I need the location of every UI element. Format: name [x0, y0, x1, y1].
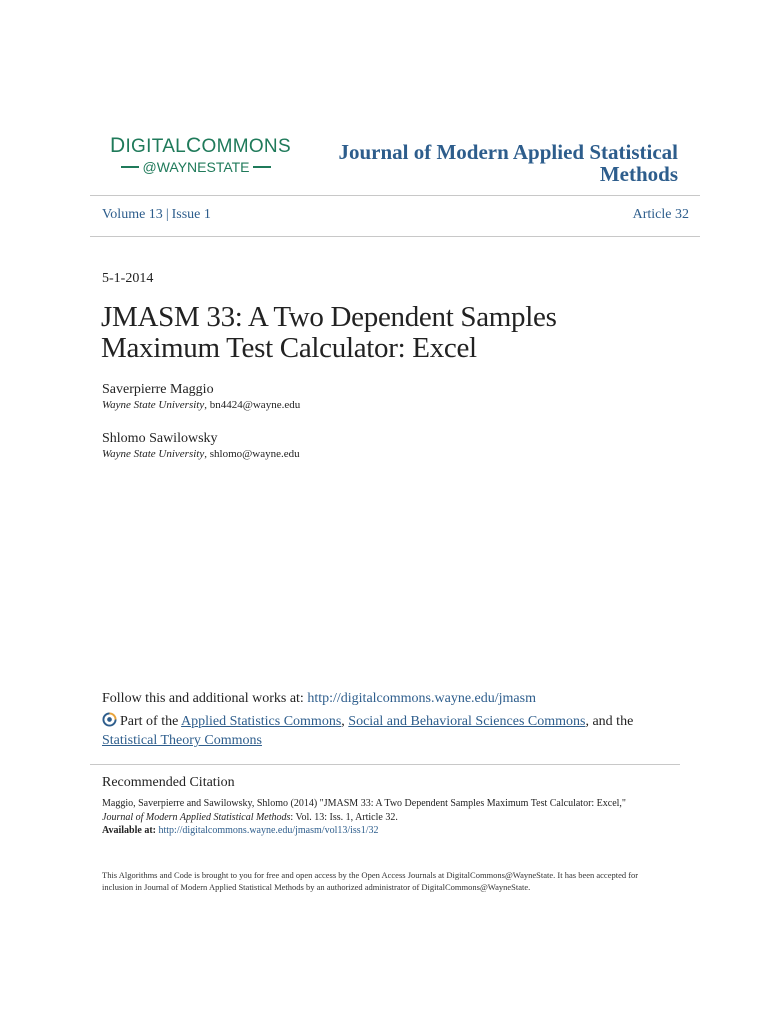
article-title: JMASM 33: A Two Dependent Samples Maximum Test Calculator: Excel [101, 301, 557, 364]
social-behavioral-sciences-commons-link[interactable]: Social and Behavioral Sciences Commons [348, 714, 586, 729]
divider-top [90, 195, 700, 196]
author-affiliation: Wayne State University, bn4424@wayne.edu [102, 399, 301, 411]
volume-issue: Volume 13 | Issue 1 [102, 207, 211, 222]
author-block-2 [102, 430, 300, 461]
logo-dash-right [253, 166, 271, 168]
commons-network-icon [102, 712, 117, 727]
divider-citation [90, 764, 680, 765]
author-name: Shlomo Sawilowsky [102, 431, 218, 446]
volume-link[interactable]: Volume 13 [102, 207, 163, 222]
follow-line: Follow this and additional works at: http://digitalcommons.wayne.edu/jmasm [102, 691, 536, 706]
follow-link[interactable]: http://digitalcommons.wayne.edu/jmasm [307, 691, 536, 706]
issue-link[interactable]: Issue 1 [171, 207, 211, 222]
part-of-line: Part of the Applied Statistics Commons, Social and Behavioral Sciences Commons, and the Statistical Theory Commons [102, 714, 634, 748]
statistical-theory-commons-link[interactable]: Statistical Theory Commons [102, 733, 262, 748]
author-name: Saverpierre Maggio [102, 382, 214, 397]
journal-title-link[interactable]: Journal of Modern Applied Statistical Methods [338, 140, 678, 186]
logo-dash-left [121, 166, 139, 168]
recommended-citation-heading: Recommended Citation [102, 775, 235, 790]
author-block-1 [102, 381, 300, 412]
article-link[interactable]: Article 32 [632, 207, 689, 222]
divider-bottom [90, 236, 700, 237]
digitalcommons-logo[interactable] [110, 134, 291, 175]
logo-wordmark: DIGITALCOMMONS [110, 134, 291, 157]
citation-url-link[interactable]: http://digitalcommons.wayne.edu/jmasm/vol13/iss1/32 [158, 825, 379, 836]
access-notice: This Algorithms and Code is brought to you for free and open access by the Open Access Journals at DigitalCommons@WayneState. It has been accepted for inclusion in Journal of Modern Applied Statistical Methods by an authorized administrator of DigitalCommons@WayneState. [102, 870, 639, 892]
applied-statistics-commons-link[interactable]: Applied Statistics Commons [181, 714, 342, 729]
logo-subline: @WAYNESTATE [110, 159, 282, 175]
citation-text: Maggio, Saverpierre and Sawilowsky, Shlomo (2014) "JMASM 33: A Two Dependent Samples Maximum Test Calculator: Excel," Journal of Modern Applied Statistical Methods: Vol. 13: Iss. 1, Article 32. Available at: http://digitalcommons.wayne.edu/jmasm/vol13/iss1/32 [102, 798, 627, 836]
author-affiliation: Wayne State University, shlomo@wayne.edu [102, 448, 300, 460]
publication-date: 5-1-2014 [102, 271, 154, 286]
